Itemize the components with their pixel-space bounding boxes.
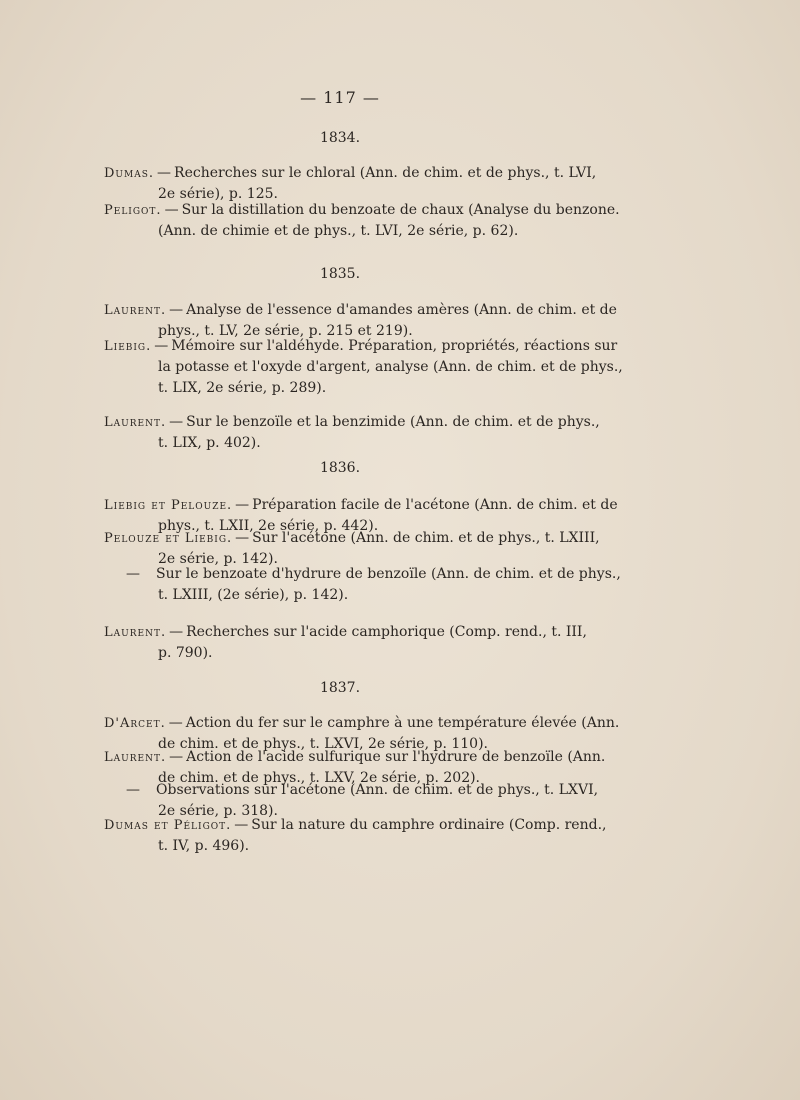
- ditto-dash: —: [126, 782, 140, 798]
- bibliography-entry: [104, 564, 621, 606]
- author-name: Laurent.: [104, 415, 167, 430]
- author-name: Pelouze et Liebig.: [104, 531, 233, 546]
- entry-text: de chim. et de phys., t. LXVI, 2e série, p. 110).: [158, 736, 488, 752]
- author-name: Peligot.: [104, 203, 162, 218]
- entry-text: Préparation facile de l'acétone (Ann. de chim. et de: [252, 497, 618, 513]
- year-heading: 1836.: [319, 460, 361, 476]
- entry-text: t. IV, p. 496).: [158, 838, 250, 854]
- bibliography-entry: Dumas et Péligot. — Sur la nature du camphre ordinaire (Comp. rend., t. IV, p. 496).: [104, 817, 607, 854]
- entry-text: phys., t. LV, 2e série, p. 215 et 219).: [158, 323, 413, 339]
- bibliography-entry: Peligot. — Sur la distillation du benzoate de chaux (Analyse du benzone. (Ann. de chimie et de phys., t. LVI, 2e série, p. 62).: [104, 202, 620, 239]
- entry-text: 2e série, p. 318).: [158, 803, 278, 819]
- year-heading: 1835.: [319, 266, 361, 282]
- bibliography-entry: Laurent. — Action de l'acide sulfurique sur l'hydrure de benzoïle (Ann. de chim. et de phys., t. LXV, 2e série, p. 202).: [104, 749, 606, 786]
- entry-text: Sur la distillation du benzoate de chaux (Analyse du benzone.: [181, 202, 620, 218]
- entry-text: t. LIX, p. 402).: [158, 435, 261, 451]
- page-number: — 117 —: [300, 88, 380, 107]
- entry-text: la potasse et l'oxyde d'argent, analyse (Ann. de chim. et de phys.,: [158, 359, 623, 375]
- entry-text: t. LXIII, (2e série), p. 142).: [158, 587, 349, 603]
- ditto-dash: —: [126, 566, 140, 582]
- entry-text: Sur le benzoïle et la benzimide (Ann. de chim. et de phys.,: [186, 414, 600, 430]
- entry-text: Recherches sur l'acide camphorique (Comp. rend., t. III,: [186, 624, 587, 640]
- author-name: Laurent.: [104, 625, 167, 640]
- entry-text: Sur la nature du camphre ordinaire (Comp. rend.,: [251, 817, 607, 833]
- bibliography-entry: Dumas. — Recherches sur le chloral (Ann. de chim. et de phys., t. LVI, 2e série), p. 125.: [104, 165, 597, 202]
- entry-text: Action du fer sur le camphre à une température élevée (Ann.: [185, 715, 620, 731]
- bibliography-entry: Liebig. — Mémoire sur l'aldéhyde. Préparation, propriétés, réactions sur la potasse et l'oxyde d'argent, analyse (Ann. de chim. et de phys., t. LIX, 2e série, p. 289).: [104, 338, 623, 396]
- entry-text: Mémoire sur l'aldéhyde. Préparation, propriétés, réactions sur: [171, 338, 618, 354]
- bibliography-entry: Liebig et Pelouze. — Préparation facile de l'acétone (Ann. de chim. et de phys., t. LXII, 2e série, p. 442).: [104, 497, 618, 534]
- entry-text: 2e série, p. 142).: [158, 551, 278, 567]
- entry-text: phys., t. LXII, 2e série, p. 442).: [158, 518, 379, 534]
- year-heading: 1837.: [319, 680, 361, 696]
- author-name: Liebig et Pelouze.: [104, 498, 233, 513]
- author-name: Laurent.: [104, 750, 167, 765]
- entry-text: Analyse de l'essence d'amandes amères (Ann. de chim. et de: [186, 302, 617, 318]
- author-name: Liebig.: [104, 339, 152, 354]
- bibliography-entry: Pelouze et Liebig. — Sur l'acétone (Ann. de chim. et de phys., t. LXIII, 2e série, p. 142).: [104, 530, 600, 567]
- entry-text: t. LIX, 2e série, p. 289).: [158, 380, 327, 396]
- entry-text: 2e série), p. 125.: [158, 186, 278, 202]
- author-name: Laurent.: [104, 303, 167, 318]
- author-name: D'Arcet.: [104, 716, 166, 731]
- entry-text: p. 790).: [158, 645, 213, 661]
- author-name: Dumas.: [104, 166, 155, 181]
- entry-text: (Ann. de chimie et de phys., t. LVI, 2e série, p. 62).: [158, 223, 519, 239]
- entry-text: Action de l'acide sulfurique sur l'hydrure de benzoïle (Ann.: [186, 749, 606, 765]
- year-heading: 1834.: [319, 130, 361, 146]
- bibliography-entry: Laurent. — Sur le benzoïle et la benzimide (Ann. de chim. et de phys., t. LIX, p. 402).: [104, 414, 600, 451]
- bibliography-entry: D'Arcet. — Action du fer sur le camphre à une température élevée (Ann. de chim. et de phys., t. LXVI, 2e série, p. 110).: [104, 715, 620, 752]
- entry-text: Observations sur l'acétone (Ann. de chim. et de phys., t. LXVI,: [156, 782, 599, 798]
- bibliography-entry: Laurent. — Analyse de l'essence d'amandes amères (Ann. de chim. et de phys., t. LV, 2e série, p. 215 et 219).: [104, 302, 617, 339]
- entry-text: Recherches sur le chloral (Ann. de chim. et de phys., t. LVI,: [174, 165, 597, 181]
- entry-text: de chim. et de phys., t. LXV, 2e série, p. 202).: [158, 770, 481, 786]
- entry-text: Sur l'acétone (Ann. de chim. et de phys., t. LXIII,: [252, 530, 600, 546]
- entry-text: Sur le benzoate d'hydrure de benzoïle (Ann. de chim. et de phys.,: [156, 566, 621, 582]
- bibliography-entry: Laurent. — Recherches sur l'acide camphorique (Comp. rend., t. III, p. 790).: [104, 624, 587, 661]
- author-name: Dumas et Péligot.: [104, 818, 232, 833]
